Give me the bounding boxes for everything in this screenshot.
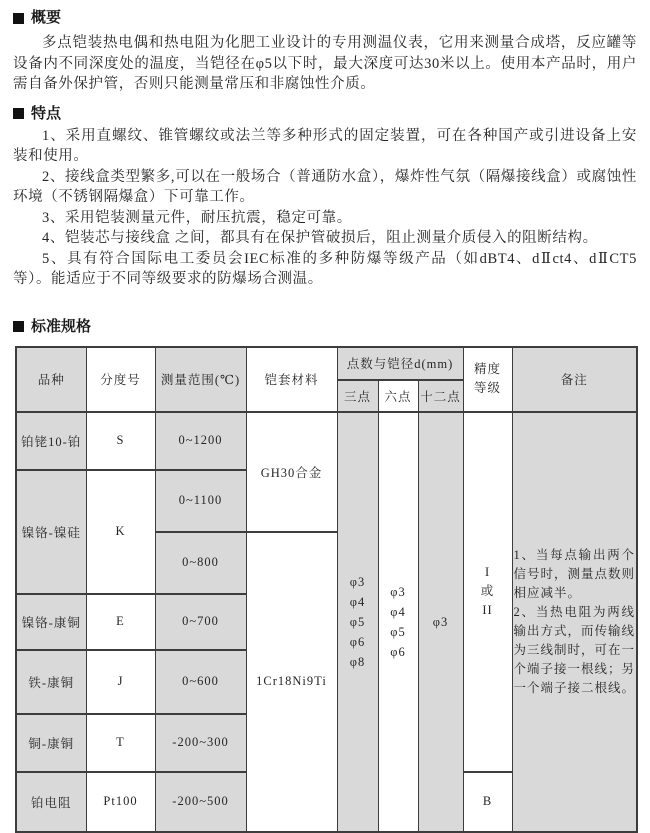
- feature-item: 3、采用铠装测量元件，耐压抗震，稳定可靠。: [42, 209, 352, 226]
- three-point-diameters-cell: [337, 412, 378, 832]
- specs-heading-label: 标准规格: [31, 318, 92, 335]
- range-cell: -200~300: [155, 714, 246, 772]
- specs-heading: [13, 317, 637, 337]
- accuracy-class-cell: [463, 412, 512, 772]
- range-cell: 0~1200: [155, 412, 246, 470]
- range-cell: -200~500: [155, 772, 246, 832]
- header-accuracy-line2: 等级: [474, 381, 502, 395]
- product-cell: 镍铬-镍硅: [16, 470, 86, 594]
- header-row: [16, 347, 637, 380]
- overview-heading: [13, 8, 637, 28]
- feature-item: 4、铠装芯与接线盒 之间，都具有在保护管破损后，阻止测量介质侵入的阻断结构。: [42, 230, 598, 246]
- specs-table: [15, 346, 638, 833]
- range-cell: 0~1100: [155, 470, 246, 532]
- header-accuracy-line1: 精度: [474, 362, 502, 376]
- header-three-point: 三点: [337, 380, 378, 412]
- feature-item: 1、采用直螺纹、锥管螺纹或法兰等多种形式的固定装置，可在各种国产或引进设备上安装和使用。: [13, 127, 637, 164]
- diameter-value: φ5: [390, 624, 406, 639]
- accuracy-value: II: [482, 603, 493, 617]
- graduation-cell: J: [86, 650, 155, 714]
- range-cell: 0~800: [155, 532, 246, 594]
- section-marker-icon: [13, 321, 24, 332]
- header-points-group: 点数与铠径d(mm): [337, 347, 463, 380]
- diameter-value: φ6: [390, 644, 406, 659]
- diameter-value: φ3: [432, 614, 449, 629]
- header-twelve-point: 十二点: [418, 380, 463, 412]
- remark-line: 1、当每点输出两个信号时，测量点数则相应减半。: [513, 547, 636, 600]
- diameter-value: φ4: [349, 594, 366, 609]
- product-cell: 铂铑10-铂: [16, 412, 86, 470]
- section-marker-icon: [13, 13, 24, 24]
- remark-cell: [512, 412, 637, 832]
- feature-item: 5、具有符合国际电工委员会IEC标准的多种防爆等级产品（如dBT4、dⅡct4、dⅡCT5等）。能适应于不同等级要求的防爆场合测温。: [13, 250, 637, 287]
- header-accuracy: [463, 347, 512, 412]
- header-sheath: 铠套材料: [246, 347, 337, 412]
- range-cell: 0~700: [155, 594, 246, 650]
- header-product: 品种: [16, 347, 86, 412]
- header-six-point: 六点: [378, 380, 418, 412]
- twelve-point-diameters-cell: [418, 412, 463, 832]
- graduation-cell: S: [86, 412, 155, 470]
- six-point-diameters-cell: [378, 412, 418, 832]
- sheath-cell-gh30: GH30合金: [246, 412, 337, 532]
- accuracy-value: I: [484, 565, 491, 579]
- accuracy-b-cell: B: [463, 772, 512, 832]
- graduation-cell: K: [86, 470, 155, 594]
- product-cell: 铁-康铜: [16, 650, 86, 714]
- diameter-value: φ8: [349, 654, 366, 669]
- range-cell: 0~600: [155, 650, 246, 714]
- diameter-value: φ3: [349, 574, 366, 589]
- features-list: [13, 126, 637, 290]
- product-cell: 铜-康铜: [16, 714, 86, 772]
- diameter-value: φ5: [349, 614, 366, 629]
- product-cell: 镍铬-康铜: [16, 594, 86, 650]
- header-range: 测量范围(℃): [155, 347, 246, 412]
- graduation-cell: T: [86, 714, 155, 772]
- diameter-value: φ3: [390, 584, 406, 599]
- specs-section: [13, 317, 637, 833]
- diameter-value: φ4: [390, 604, 406, 619]
- accuracy-value: 或: [480, 584, 495, 598]
- section-marker-icon: [13, 108, 24, 119]
- product-cell: 铂电阻: [16, 772, 86, 832]
- diameter-value: φ6: [349, 634, 366, 649]
- overview-paragraph: 多点铠装热电偶和热电阻为化肥工业设计的专用测温仪表，它用来测量合成塔，反应罐等设备内不同深度处的温度，当铠径在φ5以下时，最大深度可达30米以上。使用本产品时，用户需自备外保护管，否则只能测量常压和非腐蚀性介质。: [13, 35, 637, 92]
- sheath-cell-1cr: 1Cr18Ni9Ti: [246, 532, 337, 832]
- table-row: [16, 412, 637, 470]
- header-remark: 备注: [512, 347, 637, 412]
- graduation-cell: Pt100: [86, 772, 155, 832]
- graduation-cell: E: [86, 594, 155, 650]
- features-heading: [13, 104, 637, 124]
- remark-line: 2、当热电阻为两线输出方式，而传输线为三线制时，可在一个端子接一根线；另一个端子接二根线。: [513, 604, 636, 695]
- feature-item: 2、接线盒类型繁多,可以在一般场合（普通防水盒），爆炸性气氛（隔爆接线盒）或腐蚀性环境（不锈钢隔爆盒）下可靠工作。: [13, 168, 637, 205]
- overview-heading-label: 概要: [31, 10, 62, 26]
- header-graduation: 分度号: [86, 347, 155, 412]
- features-heading-label: 特点: [31, 105, 62, 122]
